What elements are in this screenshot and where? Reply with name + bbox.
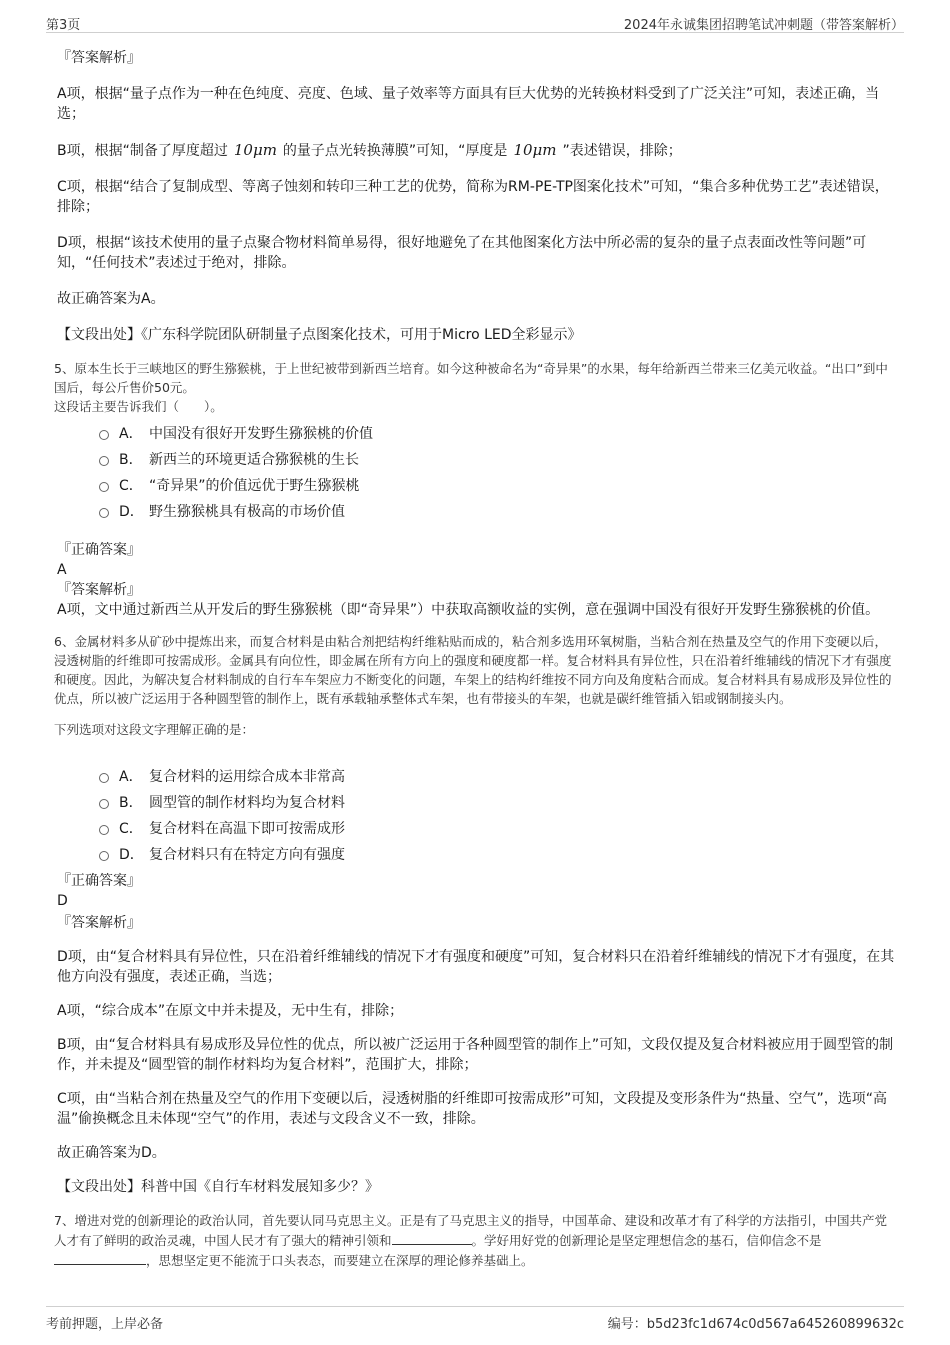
q4-analysis-heading: 『答案解析』 [57, 50, 141, 66]
q6-conclusion: 故正确答案为D。 [57, 1145, 166, 1161]
q6-source: 【文段出处】科普中国《自行车材料发展知多少？》 [57, 1179, 379, 1195]
q6-analysis-d: D项，由“复合材料具有异位性，只在沿着纤维辅线的情况下才有强度和硬度”可知，复合材料只在沿着纤维辅线的情况下才有强度，在其他方向没有强度，表述正确，当选； [57, 949, 895, 985]
q6-question: 下列选项对这段文字理解正确的是： [54, 722, 255, 737]
q6-options [57, 763, 895, 867]
q6-answer: D [57, 893, 68, 909]
math-10um: 10μm [513, 141, 557, 159]
q5-option-c[interactable]: C． “奇异果”的价值远优于野生猕猴桃 [57, 472, 895, 498]
document-id: 编号：b5d23fc1d674c0d567a645260899632c [607, 1317, 904, 1332]
q4-analysis-a: A项，根据“量子点作为一种在色纯度、亮度、色域、量子效率等方面具有巨大优势的光转换材料受到了广泛关注”可知，表述正确，当选； [57, 86, 880, 122]
radio-icon[interactable] [99, 825, 109, 835]
radio-icon[interactable] [99, 851, 109, 861]
q5-option-b[interactable]: B． 新西兰的环境更适合猕猴桃的生长 [57, 446, 895, 472]
q5-answer: A [57, 562, 67, 578]
page-number: 第3页 [46, 18, 81, 33]
q4-source: 【文段出处】《广东科学院团队研制量子点图案化技术，可用于Micro LED全彩显示》 [57, 327, 582, 343]
q6-analysis-heading: 『答案解析』 [57, 915, 141, 931]
page-footer [46, 1306, 904, 1332]
q5-analysis: A项，文中通过新西兰从开发后的野生猕猴桃（即“奇异果”）中获取高额收益的实例，意在强调中国没有很好开发野生猕猴桃的价值。 [57, 602, 880, 618]
page-header [46, 12, 904, 33]
q6-option-d[interactable]: D． 复合材料只有在特定方向有强度 [57, 841, 895, 867]
q6-option-b[interactable]: B． 圆型管的制作材料均为复合材料 [57, 789, 895, 815]
q6-analysis-a: A项，“综合成本”在原文中并未提及，无中生有，排除； [57, 1003, 404, 1019]
q6-stem: 6、金属材料多从矿砂中提炼出来，而复合材料是由粘合剂把结构纤维粘贴而成的，粘合剂多选用环氧树脂，当粘合剂在热量及空气的作用下变硬以后，浸透树脂的纤维即可按需成形。金属具有向位性，即金属在所有方向上的强度和硬度都一样。复合材料具有异位性，只在沿着纤维辅线的情况下才有强度和硬度。因此，为解决复合材料制成的自行车车架应力不断变化的问题，车架上的结构纤维按不同方向及角度粘合而成。复合材料具有易成形及异位性的优点，所以被广泛运用于各种圆型管的制作上，既有承载轴承整体式车架，也有带接头的车架，也就是碳纤维管插入铝或钢制接头内。 [54, 634, 892, 706]
radio-icon[interactable] [99, 508, 109, 518]
q4-analysis-b: B项，根据“制备了厚度超过 10μm 的量子点光转换薄膜”可知，“厚度是 10μm ”表述错误，排除； [57, 141, 682, 159]
q4-analysis-c: C项，根据“结合了复制成型、等离子蚀刻和转印三种工艺的优势，简称为RM-PE-TP图案化技术”可知，“集合多种优势工艺”表述错误，排除； [57, 179, 889, 215]
fill-blank-1[interactable] [392, 1230, 472, 1245]
q6-option-c[interactable]: C． 复合材料在高温下即可按需成形 [57, 815, 895, 841]
fill-blank-2[interactable] [54, 1250, 146, 1265]
footer-slogan: 考前押题，上岸必备 [46, 1317, 164, 1332]
q4-conclusion: 故正确答案为A。 [57, 291, 165, 307]
q6-analysis-b: B项，由“复合材料具有易成形及异位性的优点，所以被广泛运用于各种圆型管的制作上”可知，文段仅提及复合材料被应用于圆型管的制作，并未提及“圆型管的制作材料均为复合材料”，范围扩大，排除； [57, 1037, 894, 1073]
q5-stem: 5、原本生长于三峡地区的野生猕猴桃，于上世纪被带到新西兰培育。如今这种被命名为“奇异果”的水果，每年给新西兰带来三亿美元收益。“出口”到中国后，每公斤售价50元。 [54, 361, 888, 395]
q6-analysis-c: C项，由“当粘合剂在热量及空气的作用下变硬以后，浸透树脂的纤维即可按需成形”可知，文段提及变形条件为“热量、空气”，选项“高温”偷换概念且未体现“空气”的作用，表述与文段含义不一致，排除。 [57, 1091, 888, 1127]
q5-answer-heading: 『正确答案』 [57, 542, 141, 558]
q5-option-d[interactable]: D． 野生猕猴桃具有极高的市场价值 [57, 498, 895, 524]
radio-icon[interactable] [99, 430, 109, 440]
q5-options [57, 420, 895, 524]
radio-icon[interactable] [99, 456, 109, 466]
q5-question: 这段话主要告诉我们（ ）。 [54, 399, 223, 414]
q5-analysis-heading: 『答案解析』 [57, 582, 141, 598]
q6-answer-heading: 『正确答案』 [57, 873, 141, 889]
q4-analysis-d: D项，根据“该技术使用的量子点聚合物材料简单易得，很好地避免了在其他图案化方法中所必需的复杂的量子点表面改性等问题”可知，“任何技术”表述过于绝对，排除。 [57, 235, 867, 271]
math-10um: 10μm [233, 141, 277, 159]
radio-icon[interactable] [99, 482, 109, 492]
q7-stem: 7、增进对党的创新理论的政治认同，首先要认同马克思主义。正是有了马克思主义的指导，中国革命、建设和改革才有了科学的方法指引，中国共产党人才有了鲜明的政治灵魂，中国人民才有了强大的精神引领和 。学好用好党的创新理论是坚定理想信念的基石，信仰信念不是，思想坚定更不能流于口头表态，而要建立在深厚的理论修养基础上。 [54, 1213, 887, 1268]
radio-icon[interactable] [99, 773, 109, 783]
q5-option-a[interactable]: A． 中国没有很好开发野生猕猴桃的价值 [57, 420, 895, 446]
page-content [54, 44, 895, 1270]
radio-icon[interactable] [99, 799, 109, 809]
document-title: 2024年永诚集团招聘笔试冲刺题（带答案解析） [623, 18, 904, 33]
q6-option-a[interactable]: A． 复合材料的运用综合成本非常高 [57, 763, 895, 789]
